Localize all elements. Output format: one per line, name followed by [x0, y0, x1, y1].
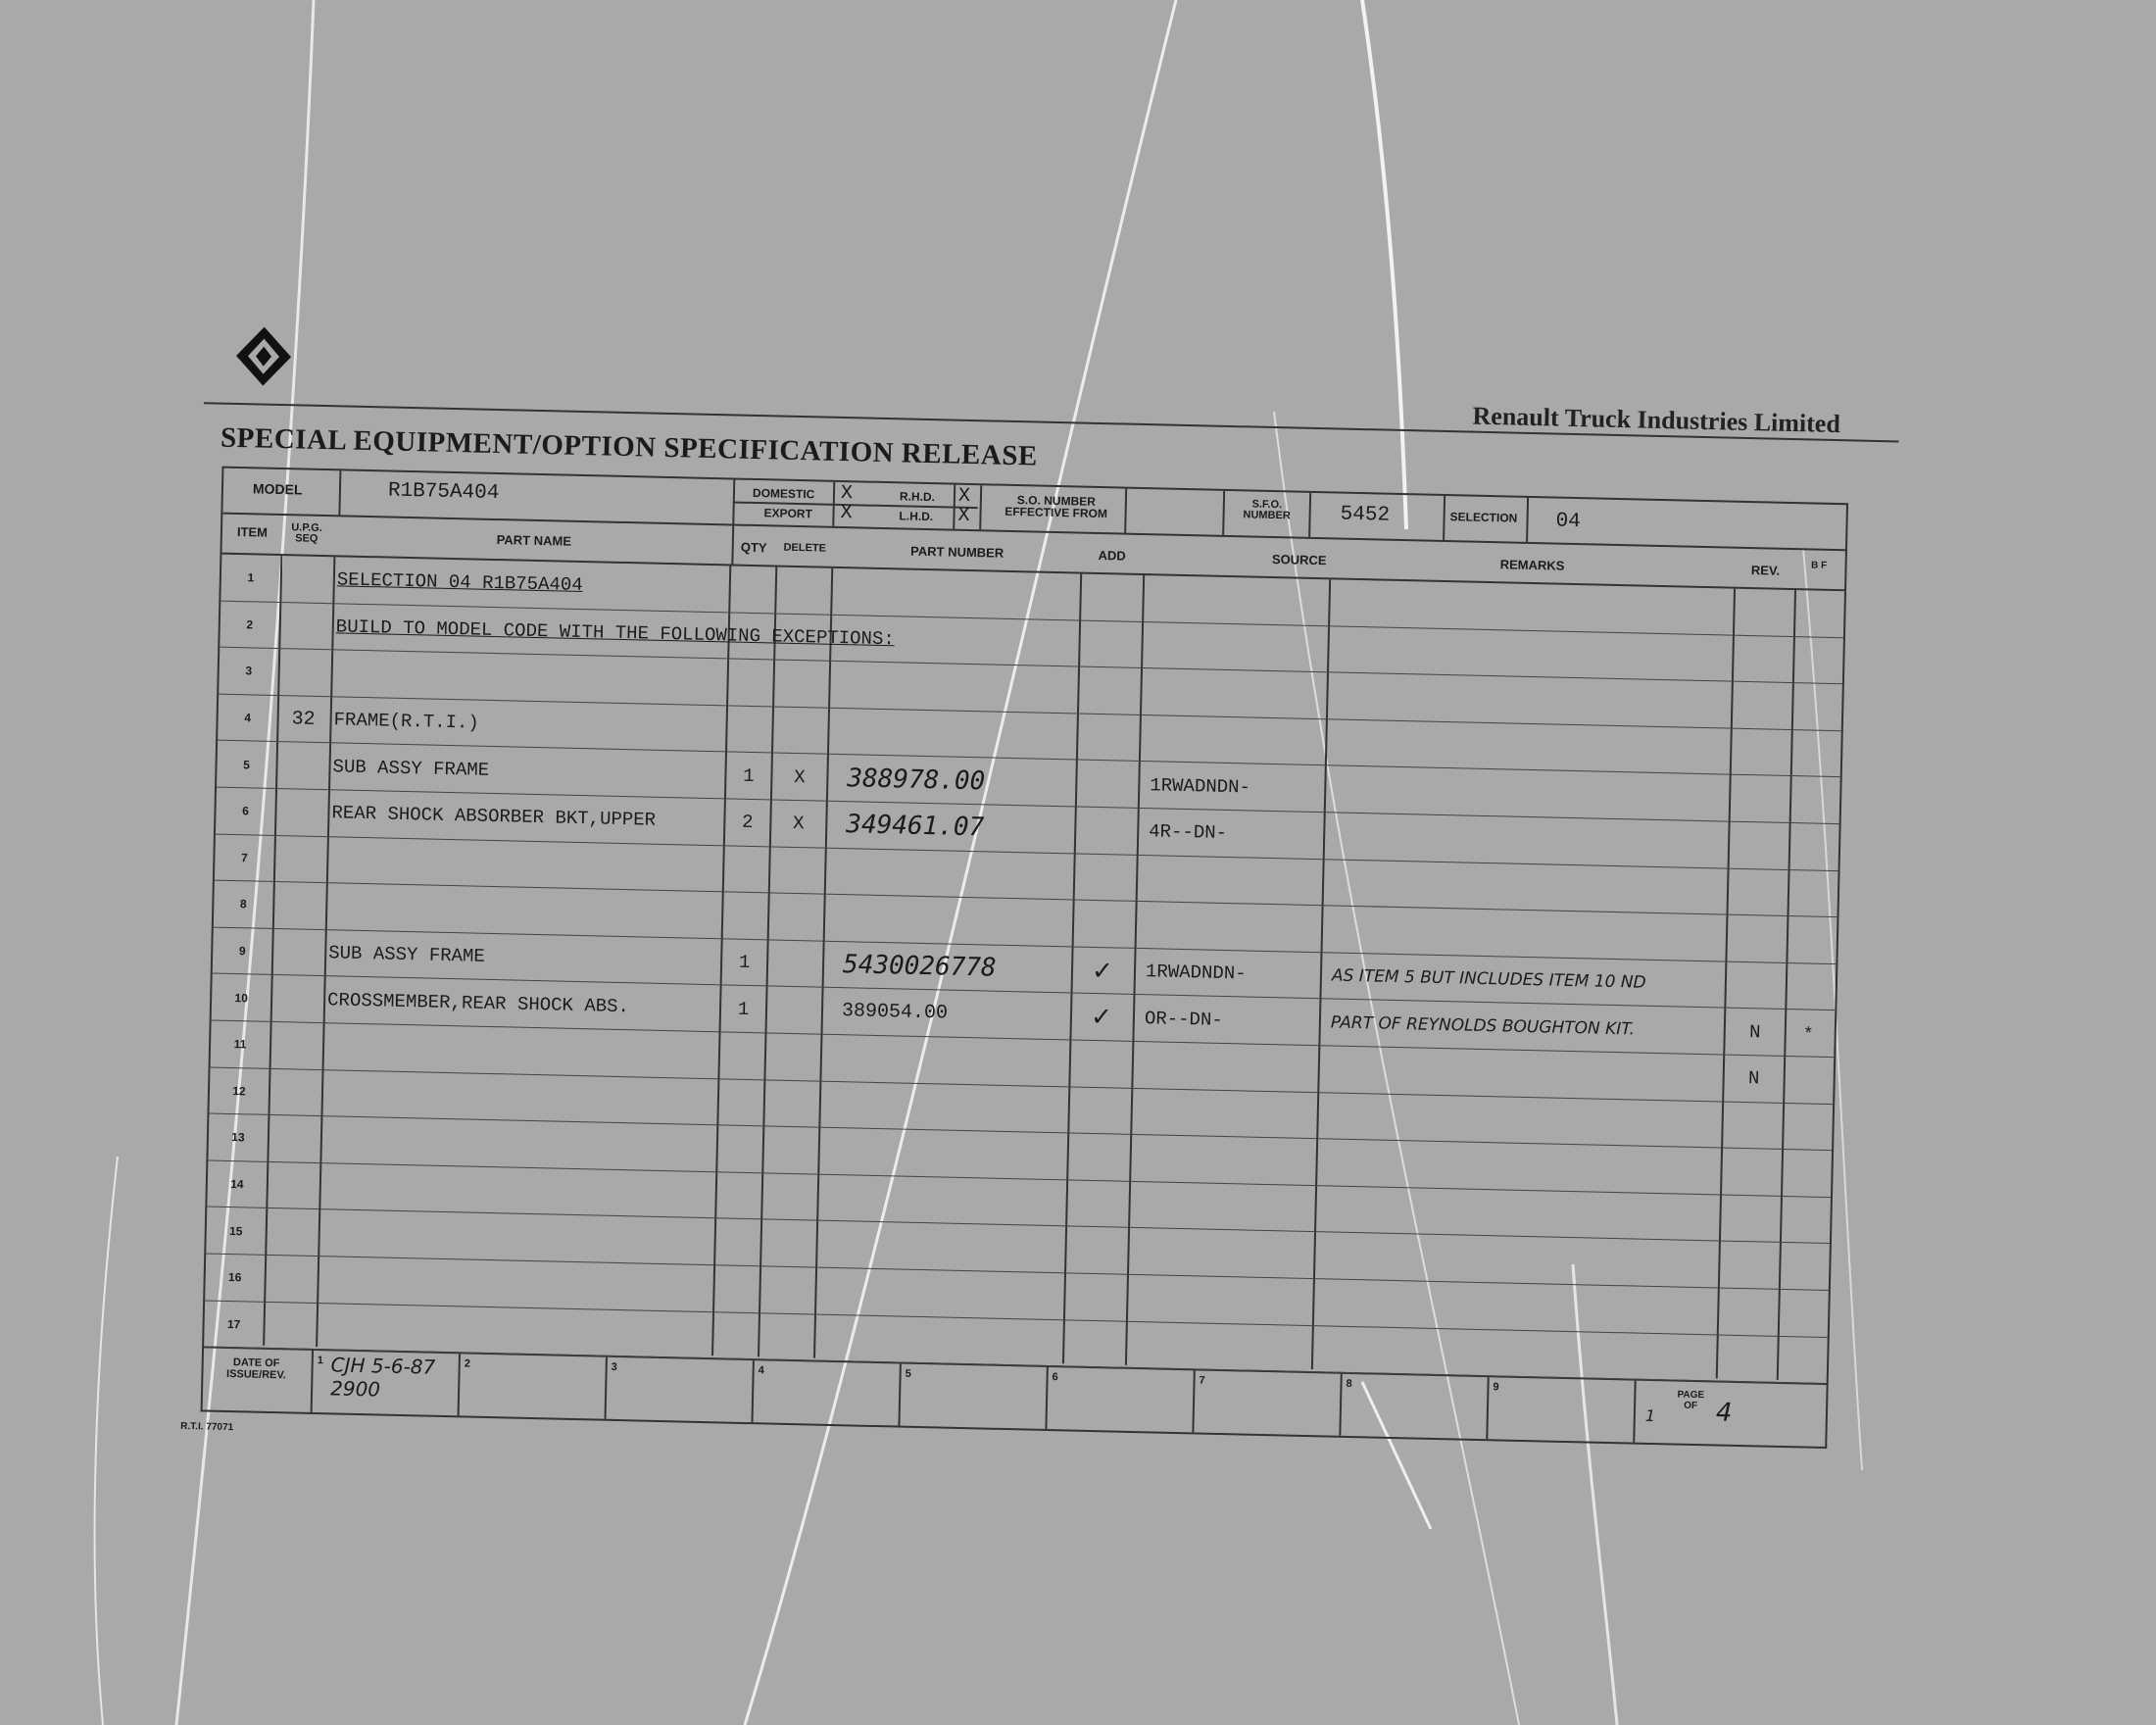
issue-cell-number: 1	[317, 1355, 324, 1367]
issue-cell-number: 2	[464, 1357, 471, 1370]
date-of-issue-label: DATE OF ISSUE/REV.	[225, 1356, 286, 1382]
lhd-label: L.H.D.	[899, 509, 934, 524]
item-number: 14	[230, 1177, 244, 1192]
item-number: 9	[238, 944, 246, 959]
remarks-text: PART OF REYNOLDS BOUGHTON KIT.	[1330, 1012, 1636, 1040]
lhd-mark: X	[957, 504, 970, 527]
part-name: SUB ASSY FRAME	[327, 942, 486, 967]
domestic-label: DOMESTIC	[752, 485, 815, 502]
instruction-text: SELECTION 04 R1B75A404	[336, 568, 583, 597]
source-code: 1RWADNDN-	[1145, 961, 1247, 985]
export-mark: X	[840, 501, 853, 525]
column-head-bf: B F	[1810, 560, 1828, 571]
rhd-mark: X	[957, 484, 971, 508]
part-name: REAR SHOCK ABSORBER BKT,UPPER	[331, 802, 657, 832]
renault-diamond-logo	[233, 324, 293, 388]
issue-cell	[1045, 1367, 1193, 1432]
export-label: EXPORT	[763, 506, 813, 521]
source-code: OR--DN-	[1144, 1007, 1223, 1031]
issue-signature: CJH 5-6-87 2900	[329, 1353, 436, 1402]
divider	[338, 470, 341, 515]
page-label: PAGE OF	[1677, 1389, 1705, 1412]
source-code: 1RWADNDN-	[1150, 773, 1251, 799]
part-number: 389054.00	[841, 1000, 949, 1025]
model-label: MODEL	[252, 480, 303, 498]
item-number: 8	[239, 897, 247, 912]
divider	[1308, 493, 1311, 537]
quantity: 1	[738, 951, 751, 974]
revision-flag: N	[1748, 1020, 1761, 1044]
column-head-delete: DELETE	[783, 541, 827, 555]
specification-form	[170, 314, 1901, 1518]
divider	[979, 485, 982, 529]
column-head-upg: U.P.G. SEQ	[291, 521, 322, 545]
item-number: 13	[231, 1130, 245, 1145]
issue-cell	[1339, 1374, 1487, 1439]
upg-seq: 32	[291, 707, 316, 731]
item-number: 7	[240, 851, 248, 865]
domestic-mark: X	[840, 481, 854, 506]
sfo-number-label: S.F.O. NUMBER	[1243, 498, 1291, 522]
revision-flag: N	[1747, 1067, 1760, 1090]
item-number: 1	[247, 570, 255, 585]
quantity: 1	[737, 998, 750, 1020]
add-checkmark: ✓	[1090, 1002, 1113, 1032]
column-head-remarks: REMARKS	[1499, 557, 1565, 573]
issue-cell	[1192, 1370, 1340, 1435]
part-name: FRAME(R.T.I.)	[333, 709, 480, 734]
part-name: CROSSMEMBER,REAR SHOCK ABS.	[326, 988, 630, 1017]
item-number: 6	[241, 804, 249, 818]
column-head-rev: REV.	[1750, 563, 1781, 578]
page-total: 4	[1715, 1398, 1733, 1428]
item-number: 10	[234, 990, 249, 1006]
issue-cell	[898, 1364, 1046, 1429]
source-code: 4R--DN-	[1149, 820, 1228, 845]
column-head-part-name: PART NAME	[496, 532, 572, 549]
item-number: 2	[246, 617, 254, 632]
model-value: R1B75A404	[387, 479, 500, 506]
issue-cell-number: 7	[1199, 1374, 1205, 1387]
selection-value: 04	[1555, 510, 1582, 534]
so-number-label: S.O. NUMBER EFFECTIVE FROM	[1004, 493, 1108, 521]
sfo-number-value: 5452	[1340, 503, 1391, 527]
column-head-part-number: PART NUMBER	[909, 543, 1004, 561]
remarks-text: AS ITEM 5 BUT INCLUDES ITEM 10 ND	[1331, 965, 1646, 993]
part-number: 349461.07	[845, 810, 985, 843]
page-counter	[1633, 1381, 1826, 1447]
delete-mark: X	[793, 765, 806, 788]
quantity: 1	[742, 764, 755, 787]
part-name: SUB ASSY FRAME	[332, 755, 490, 781]
item-number: 15	[228, 1223, 243, 1239]
issue-cell-number: 6	[1052, 1371, 1058, 1384]
issue-cell-number: 9	[1493, 1381, 1499, 1394]
item-number: 17	[226, 1316, 241, 1332]
page-current: 1	[1644, 1405, 1656, 1426]
item-number: 11	[233, 1037, 247, 1052]
form-title: SPECIAL EQUIPMENT/OPTION SPECIFICATION RELEASE	[220, 421, 1039, 472]
column-head-qty: QTY	[740, 539, 767, 556]
part-number: 388978.00	[847, 763, 986, 797]
bf-flag: *	[1804, 1022, 1813, 1043]
issue-cell	[751, 1360, 899, 1425]
item-number: 4	[244, 711, 252, 725]
issue-cell	[1486, 1377, 1634, 1442]
delete-mark: X	[792, 813, 805, 835]
quantity: 2	[741, 812, 754, 834]
divider	[1124, 489, 1127, 533]
form-number: R.T.I. 77071	[180, 1420, 234, 1434]
column-head-add: ADD	[1098, 547, 1126, 564]
issue-cell-number: 3	[611, 1360, 617, 1374]
item-number: 16	[227, 1270, 242, 1285]
item-number: 5	[243, 757, 251, 772]
issue-cell	[605, 1357, 753, 1422]
column-head-item: ITEM	[236, 524, 269, 540]
item-number: 3	[245, 664, 253, 678]
instruction-text: BUILD TO MODEL CODE WITH THE FOLLOWING EXCEPTIONS:	[335, 616, 895, 651]
item-number: 12	[232, 1083, 246, 1099]
issue-cell-number: 8	[1346, 1377, 1352, 1391]
issue-cell-number: 5	[905, 1367, 911, 1380]
add-checkmark: ✓	[1091, 955, 1114, 985]
issue-cell-number: 4	[758, 1364, 764, 1377]
rhd-label: R.H.D.	[899, 489, 936, 505]
selection-label: SELECTION	[1449, 510, 1518, 525]
divider	[1222, 491, 1225, 535]
issue-cell	[458, 1354, 606, 1418]
item-table	[202, 555, 1846, 1385]
issue-cell	[311, 1351, 459, 1415]
company-name: Renault Truck Industries Limited	[1472, 401, 1841, 439]
divider	[1443, 496, 1446, 540]
divider	[1526, 498, 1529, 542]
column-head-source: SOURCE	[1271, 551, 1327, 568]
part-number: 5430026778	[842, 950, 997, 983]
